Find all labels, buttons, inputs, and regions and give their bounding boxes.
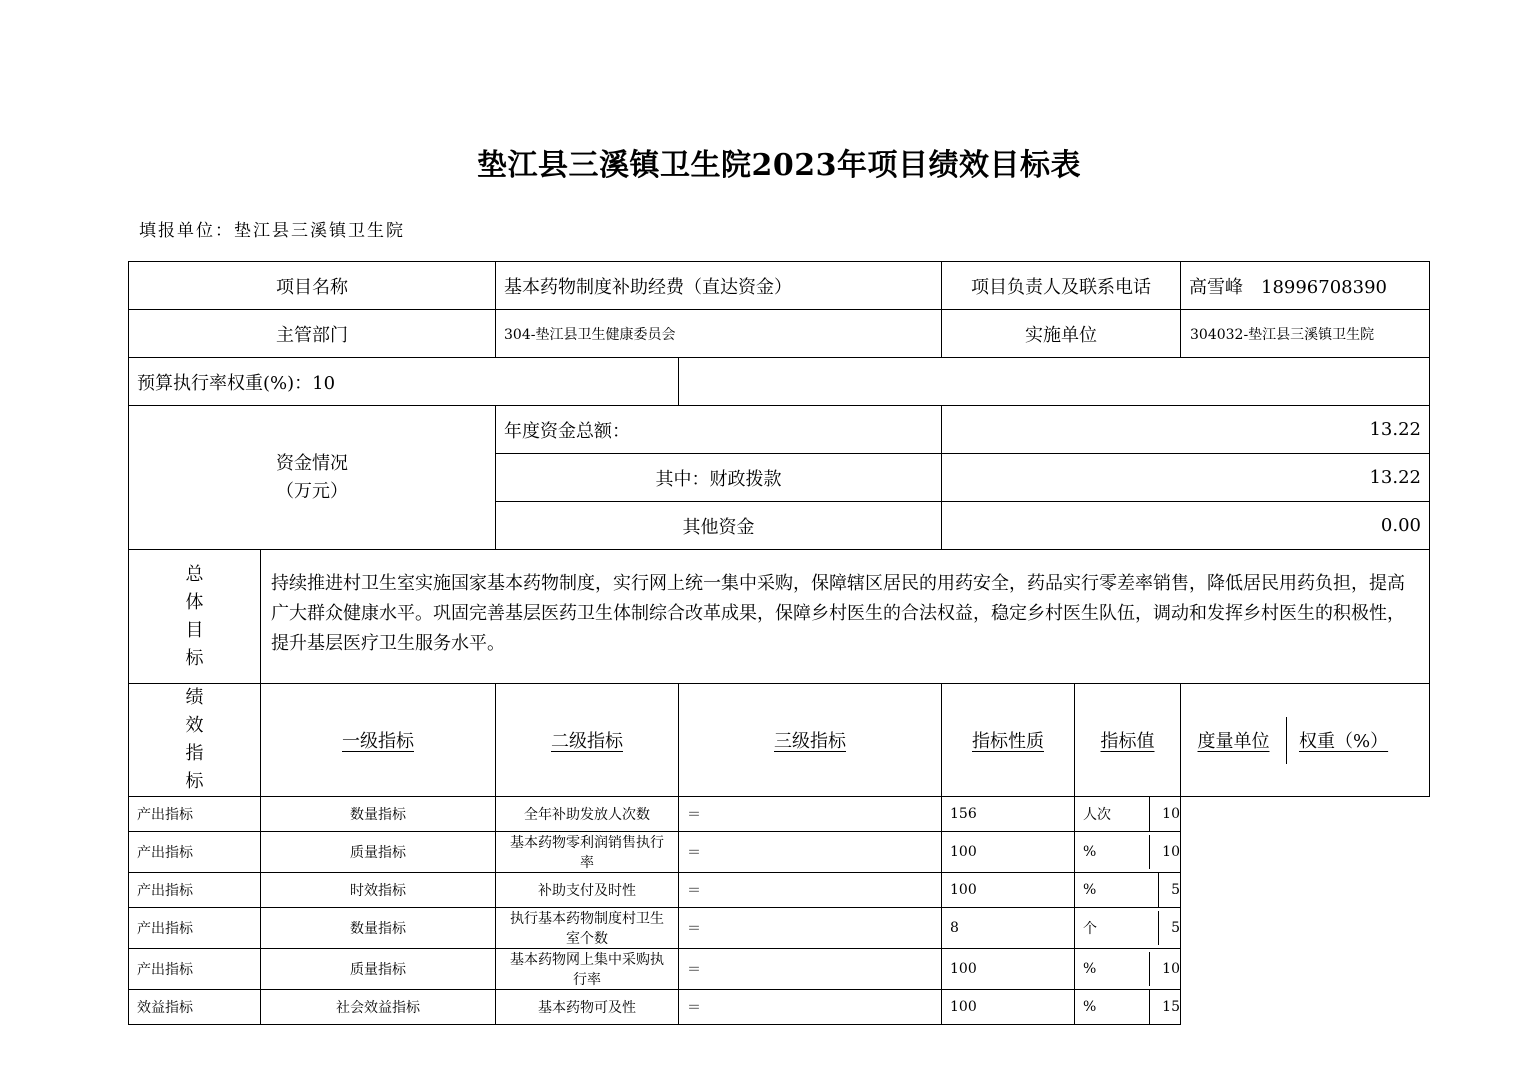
- indicator-unit: %: [1075, 990, 1150, 1024]
- header-value: 指标值: [1100, 731, 1155, 752]
- indicator-nature: ＝: [679, 990, 942, 1025]
- total-funds-label: 年度资金总额：: [496, 406, 942, 454]
- indicator-unit-weight-cell: [1075, 797, 1181, 832]
- indicator-unit-weight-cell: [1075, 832, 1181, 873]
- header-level1: 一级指标: [342, 731, 414, 752]
- other-funds-value: 0.00: [942, 502, 1430, 550]
- indicator-nature: ＝: [679, 832, 942, 873]
- indicator-weight: 10: [1162, 961, 1180, 977]
- header-unit-weight-cell: [1181, 684, 1430, 797]
- goal-char: 标: [185, 647, 204, 669]
- indicator-level3: 补助支付及时性: [496, 873, 679, 908]
- indicator-level1: 产出指标: [129, 797, 261, 832]
- contact-label: 项目负责人及联系电话: [942, 262, 1181, 310]
- indicator-level1: 产出指标: [129, 949, 261, 990]
- indicator-unit: %: [1075, 873, 1159, 907]
- page-title: 垫江县三溪镇卫生院2023年项目绩效目标表: [477, 148, 1081, 183]
- indicator-level3: 基本药物可及性: [496, 990, 679, 1025]
- indicator-level3: 执行基本药物制度村卫生室个数: [496, 908, 679, 949]
- indicator-unit: 人次: [1075, 797, 1150, 831]
- indicator-level2: 质量指标: [261, 949, 496, 990]
- fiscal-funds-value: 13.22: [942, 454, 1430, 502]
- indicator-weight: 5: [1171, 882, 1180, 898]
- indicator-level1: 产出指标: [129, 873, 261, 908]
- project-name-label: 项目名称: [129, 262, 496, 310]
- fiscal-funds-label: 其中：财政拨款: [496, 454, 942, 502]
- header-level2: 二级指标: [551, 731, 623, 752]
- indicator-weight: 10: [1162, 844, 1180, 860]
- impl-unit-value: 304032-垫江县三溪镇卫生院: [1181, 310, 1430, 358]
- total-funds-value: 13.22: [942, 406, 1430, 454]
- indicator-level2: 质量指标: [261, 832, 496, 873]
- impl-unit-label: 实施单位: [942, 310, 1181, 358]
- funds-label-line1: 资金情况: [276, 452, 348, 474]
- project-name-value: 基本药物制度补助经费（直达资金）: [496, 262, 942, 310]
- indicator-nature: ＝: [679, 908, 942, 949]
- indicator-level3: 基本药物零利润销售执行率: [496, 832, 679, 873]
- goal-char: 总: [185, 563, 204, 585]
- indicator-value: 100: [942, 873, 1075, 908]
- indicator-level3: 基本药物网上集中采购执行率: [496, 949, 679, 990]
- indicator-level1: 产出指标: [129, 908, 261, 949]
- header-weight: 权重（%）: [1299, 731, 1389, 752]
- indicator-unit-weight-cell: [1075, 873, 1181, 908]
- indicator-value: 8: [942, 908, 1075, 949]
- goal-char: 体: [185, 591, 204, 613]
- indicator-char: 指: [185, 743, 204, 764]
- goal-char: 目: [185, 619, 204, 641]
- overall-goal-text: 持续推进村卫生室实施国家基本药物制度，实行网上统一集中采购，保障辖区居民的用药安全，药品实行零差率销售，降低居民用药负担，提高广大群众健康水平。巩固完善基层医药卫生体制综合改革成果，保障乡村医生的合法权益，稳定乡村医生队伍，调动和发挥乡村医生的积极性，提升基层医疗卫生服务水平。: [261, 550, 1430, 684]
- indicator-weight: 5: [1171, 920, 1180, 936]
- dept-label: 主管部门: [129, 310, 496, 358]
- indicator-level2: 社会效益指标: [261, 990, 496, 1025]
- reporting-unit: 填报单位：垫江县三溪镇卫生院: [139, 221, 405, 241]
- contact-value: 高雪峰 18996708390: [1181, 262, 1430, 310]
- indicator-unit: %: [1075, 835, 1150, 869]
- indicator-value: 100: [942, 832, 1075, 873]
- indicator-level2: 数量指标: [261, 797, 496, 832]
- indicator-char: 效: [185, 715, 204, 736]
- indicator-value: 100: [942, 949, 1075, 990]
- indicator-weight: 10: [1162, 806, 1180, 822]
- funds-label: [129, 406, 496, 550]
- indicator-unit-weight-cell: [1075, 990, 1181, 1025]
- indicator-row: [129, 832, 1430, 873]
- indicator-char: 绩: [185, 687, 204, 708]
- indicators-label: [129, 684, 261, 797]
- overall-goal-label: [129, 550, 261, 684]
- indicator-row: [129, 990, 1430, 1025]
- indicator-level2: 时效指标: [261, 873, 496, 908]
- indicator-char: 标: [185, 771, 204, 792]
- indicator-row: [129, 873, 1430, 908]
- budget-weight-blank: [679, 358, 1430, 406]
- indicator-row: [129, 949, 1430, 990]
- header-level3: 三级指标: [774, 731, 846, 752]
- indicator-row: [129, 797, 1430, 832]
- indicator-value: 156: [942, 797, 1075, 832]
- budget-weight: 预算执行率权重(%)：10: [129, 358, 679, 406]
- indicator-unit: 个: [1075, 911, 1159, 945]
- performance-table: [128, 261, 1430, 1025]
- other-funds-label: 其他资金: [496, 502, 942, 550]
- indicator-level1: 效益指标: [129, 990, 261, 1025]
- indicator-level2: 数量指标: [261, 908, 496, 949]
- indicator-nature: ＝: [679, 873, 942, 908]
- indicator-unit: %: [1075, 952, 1150, 986]
- indicator-unit-weight-cell: [1075, 949, 1181, 990]
- indicator-value: 100: [942, 990, 1075, 1025]
- indicator-level1: 产出指标: [129, 832, 261, 873]
- header-nature: 指标性质: [972, 731, 1044, 752]
- indicator-unit-weight-cell: [1075, 908, 1181, 949]
- indicator-nature: ＝: [679, 797, 942, 832]
- dept-value: 304-垫江县卫生健康委员会: [496, 310, 942, 358]
- indicator-weight: 15: [1162, 999, 1180, 1015]
- indicator-level3: 全年补助发放人次数: [496, 797, 679, 832]
- funds-label-line2: （万元）: [276, 480, 348, 502]
- indicator-nature: ＝: [679, 949, 942, 990]
- indicator-row: [129, 908, 1430, 949]
- header-unit: 度量单位: [1197, 731, 1270, 752]
